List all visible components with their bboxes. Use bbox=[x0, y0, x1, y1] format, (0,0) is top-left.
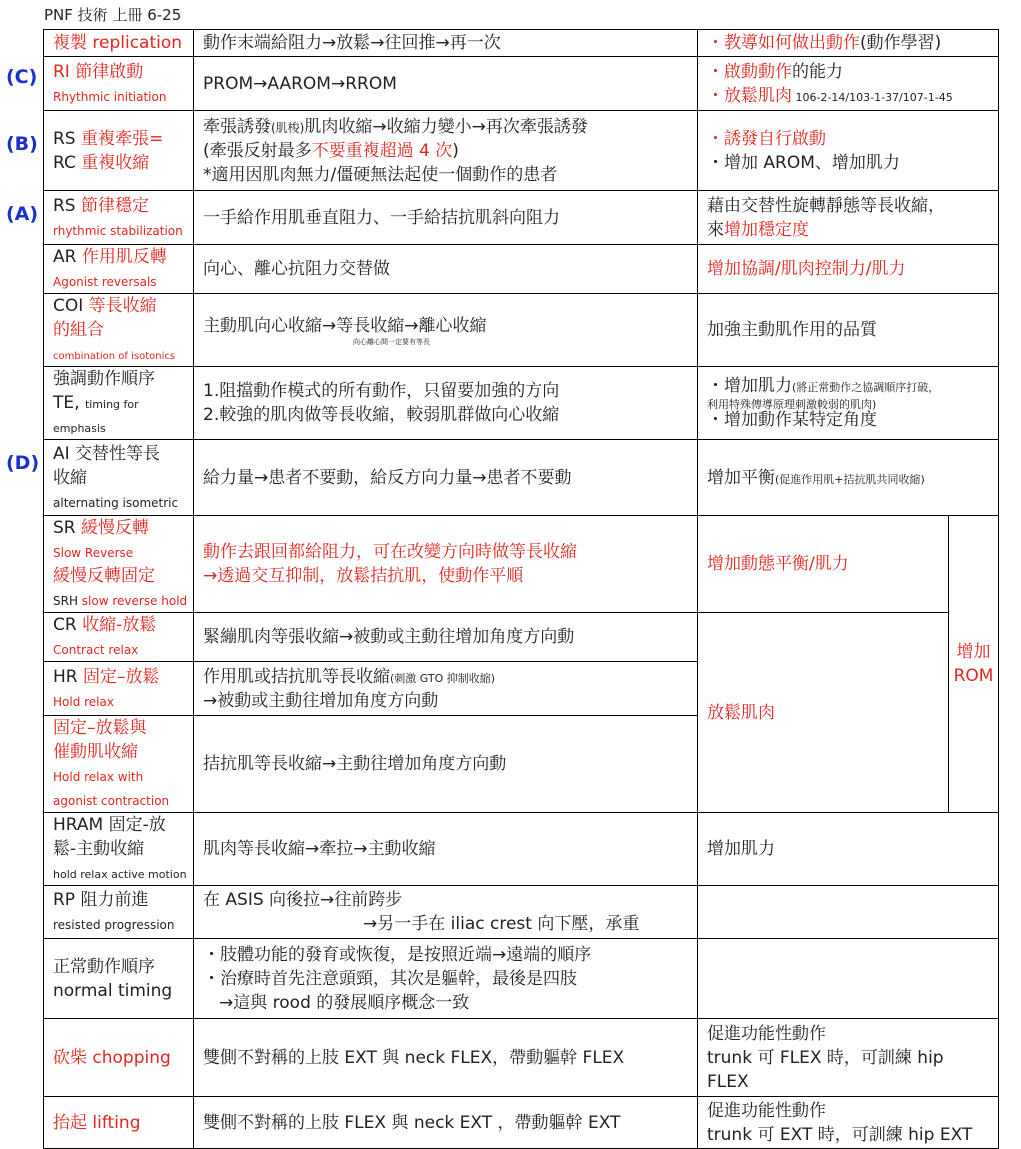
cell-text: 2.較強的肌肉做等長收縮，較弱肌群做向心收縮 bbox=[203, 405, 560, 425]
cell-text: 增加 bbox=[956, 642, 991, 662]
cell-text: *適用因肌肉無力/僵硬無法起使一個動作的患者 bbox=[203, 164, 558, 185]
table-row bbox=[44, 367, 999, 440]
cell-text: Slow Reverse bbox=[53, 546, 134, 560]
cell-text: rhythmic stabilization bbox=[53, 223, 183, 238]
cell-text: →透過交互抑制，放鬆拮抗肌，使動作平順 bbox=[203, 566, 524, 586]
table-row bbox=[44, 440, 999, 516]
technique-name bbox=[44, 440, 194, 516]
cell-text: ・增加肌力 bbox=[707, 375, 792, 396]
technique-purpose bbox=[698, 613, 949, 813]
table-row bbox=[44, 294, 999, 367]
technique-purpose bbox=[698, 367, 999, 440]
technique-method bbox=[194, 294, 698, 367]
cell-text: timing for emphasis bbox=[53, 398, 139, 435]
cell-text: RP 阻力前進 bbox=[53, 890, 149, 910]
technique-purpose bbox=[698, 1097, 999, 1149]
technique-method bbox=[194, 662, 698, 716]
technique-purpose bbox=[698, 294, 999, 367]
cell-text: resisted progression bbox=[53, 918, 175, 932]
cell-text: 來 bbox=[707, 219, 724, 240]
cell-text: 固定–放鬆 bbox=[83, 666, 160, 687]
cell-text: ・誘發自行啟動 bbox=[707, 128, 826, 149]
cell-text: 藉由交替性旋轉靜態等長收縮， bbox=[707, 195, 945, 216]
cell-text: COI bbox=[53, 296, 89, 316]
cell-text: PROM→AAROM→RROM bbox=[203, 73, 397, 94]
cell-text: Rhythmic initiation bbox=[53, 89, 167, 104]
table-row bbox=[44, 111, 999, 191]
cell-text: 給力量→患者不要動，給反方向力量→患者不要動 bbox=[203, 467, 572, 488]
technique-name bbox=[44, 30, 194, 57]
cell-text: SR bbox=[53, 518, 82, 538]
technique-purpose bbox=[698, 516, 949, 613]
cell-text: 增加穩定度 bbox=[724, 219, 809, 240]
technique-name bbox=[44, 1019, 194, 1097]
cell-text: 催動肌收縮 bbox=[53, 742, 138, 762]
technique-method bbox=[194, 886, 698, 939]
cell-text: Hold relax bbox=[53, 694, 114, 709]
cell-text: 增加肌力 bbox=[707, 839, 775, 859]
cell-text: RS bbox=[53, 195, 82, 216]
cell-text: combination of isotonics bbox=[53, 351, 176, 362]
cell-text: alternating isometric bbox=[53, 495, 179, 510]
cell-text: 抬起 lifting bbox=[53, 1112, 141, 1133]
cell-text: 強調動作順序 bbox=[53, 369, 155, 389]
cell-text: trunk 可 EXT 時，可訓練 hip EXT bbox=[707, 1124, 973, 1145]
cell-text: 向心、離心抗阻力交替做 bbox=[203, 259, 390, 279]
technique-method bbox=[194, 57, 698, 111]
table-row bbox=[44, 813, 999, 886]
cell-text: 鬆-主動收縮 bbox=[53, 839, 145, 859]
cell-text: ・放鬆肌肉 bbox=[707, 85, 792, 106]
cell-text: 的能力 bbox=[792, 61, 843, 82]
cell-text: 收縮 bbox=[53, 467, 87, 488]
cell-text: 增加平衡 bbox=[707, 467, 775, 488]
cell-text: 緊繃肌肉等張收縮→被動或主動往增加角度方向動 bbox=[203, 627, 575, 647]
cell-text: ・啟動動作 bbox=[707, 61, 792, 82]
technique-method bbox=[194, 716, 698, 813]
cell-text: HR bbox=[53, 666, 83, 687]
group-label-b: (B) bbox=[6, 133, 38, 155]
technique-purpose bbox=[698, 245, 999, 294]
cell-text: 1.阻擋動作模式的所有動作，只留要加強的方向 bbox=[203, 381, 560, 401]
cell-text: AI 交替性等長 bbox=[53, 443, 161, 464]
table-row bbox=[44, 886, 999, 939]
cell-text: 作用肌反轉 bbox=[81, 247, 167, 267]
technique-method bbox=[194, 30, 698, 57]
technique-method bbox=[194, 367, 698, 440]
technique-method bbox=[194, 1097, 698, 1149]
technique-name bbox=[44, 613, 194, 662]
cell-text: 固定–放鬆與 bbox=[53, 718, 147, 738]
cell-text: (刺激 GTO 抑制收縮) bbox=[390, 671, 496, 685]
cell-text: 緩慢反轉 bbox=[81, 518, 150, 538]
group-label-a: (A) bbox=[6, 203, 39, 225]
cell-text: (將正常動作之協調順序打破， bbox=[792, 380, 940, 394]
cell-text: (動作學習) bbox=[860, 33, 942, 53]
cell-text: ・增加 AROM、增加肌力 bbox=[707, 152, 900, 173]
page-header: PNF 技術 上冊 6-25 bbox=[44, 6, 182, 24]
cell-text: RC bbox=[53, 152, 82, 173]
technique-name bbox=[44, 516, 194, 613]
technique-purpose bbox=[698, 57, 999, 111]
cell-text: 拮抗肌等長收縮→主動往增加角度方向動 bbox=[203, 754, 507, 774]
cell-text: slow reverse hold bbox=[81, 594, 188, 608]
cell-text: ・增加動作某特定角度 bbox=[707, 409, 877, 430]
cell-text: CR bbox=[53, 615, 83, 635]
table-row bbox=[44, 1019, 999, 1097]
cell-text: 肌肉等長收縮→牽拉→主動收縮 bbox=[203, 839, 436, 859]
cell-text: 收縮-放鬆 bbox=[82, 615, 157, 635]
cell-text: 牽張誘發 bbox=[203, 116, 271, 137]
cell-text: SRH bbox=[53, 594, 82, 608]
cell-text: 重複收縮 bbox=[81, 152, 150, 173]
technique-method bbox=[194, 440, 698, 516]
cell-text: 肌肉收縮→收縮力變小→再次牽張誘發 bbox=[304, 116, 588, 137]
cell-text: 雙側不對稱的上肢 FLEX 與 neck EXT ，帶動軀幹 EXT bbox=[203, 1112, 621, 1133]
cell-text: TE, bbox=[53, 393, 85, 413]
cell-text: 在 ASIS 向後拉→往前跨步 bbox=[203, 890, 403, 910]
cell-text: 重複牽張= bbox=[81, 128, 164, 149]
cell-text: 正常動作順序 bbox=[53, 956, 155, 977]
cell-text: 促進功能性動作 bbox=[707, 1100, 826, 1121]
technique-name bbox=[44, 294, 194, 367]
cell-text: 一手給作用肌垂直阻力、一手給拮抗肌斜向阻力 bbox=[203, 207, 560, 228]
cell-text: →被動或主動往增加角度方向動 bbox=[203, 690, 439, 711]
technique-name bbox=[44, 716, 194, 813]
technique-name bbox=[44, 662, 194, 716]
technique-method bbox=[194, 1019, 698, 1097]
technique-name bbox=[44, 1097, 194, 1149]
technique-name bbox=[44, 939, 194, 1019]
cell-text: 利用特殊傳導原理刺激較弱的肌肉) bbox=[707, 397, 877, 411]
cell-text: FLEX bbox=[707, 1071, 749, 1092]
table-row bbox=[44, 939, 999, 1019]
technique-purpose bbox=[698, 30, 999, 57]
cell-text: ) bbox=[452, 140, 459, 161]
technique-method bbox=[194, 813, 698, 886]
table-row bbox=[44, 57, 999, 111]
pnf-technique-table bbox=[43, 29, 999, 1149]
table-row bbox=[44, 191, 999, 245]
group-label-d: (D) bbox=[6, 452, 40, 474]
cell-text: agonist contraction bbox=[53, 794, 170, 808]
cell-text: HRAM 固定-放 bbox=[53, 815, 166, 835]
cell-text: 雙側不對稱的上肢 EXT 與 neck FLEX，帶動軀幹 FLEX bbox=[203, 1047, 625, 1068]
technique-purpose bbox=[698, 440, 999, 516]
cell-text: 等長收縮 bbox=[88, 296, 157, 316]
table-row bbox=[44, 613, 999, 662]
technique-purpose bbox=[698, 1019, 999, 1097]
cell-text: 動作去跟回都給阻力，可在改變方向時做等長收縮 bbox=[203, 542, 577, 562]
cell-text: →這與 rood 的發展順序概念一致 bbox=[219, 992, 470, 1013]
cell-text: ・治療時首先注意頭頸，其次是軀幹，最後是四肢 bbox=[203, 968, 577, 989]
technique-name bbox=[44, 886, 194, 939]
cell-text: 動作末端給阻力→放鬆→往回推→再一次 bbox=[203, 33, 501, 53]
technique-purpose bbox=[698, 813, 999, 886]
technique-method bbox=[194, 939, 698, 1019]
technique-purpose bbox=[698, 939, 999, 1019]
technique-method bbox=[194, 245, 698, 294]
rom-purpose bbox=[949, 516, 999, 813]
cell-text: 主動肌向心收縮→等長收縮→離心收縮 bbox=[203, 316, 487, 336]
table-row bbox=[44, 516, 999, 613]
technique-purpose bbox=[698, 111, 999, 191]
technique-name bbox=[44, 57, 194, 111]
technique-note: 向心離心間一定要有等長 bbox=[353, 338, 430, 346]
cell-text: AR bbox=[53, 247, 82, 267]
cell-text: Contract relax bbox=[53, 643, 139, 657]
technique-name bbox=[44, 813, 194, 886]
table-row bbox=[44, 1097, 999, 1149]
technique-name bbox=[44, 367, 194, 440]
table-row bbox=[44, 30, 999, 57]
technique-purpose bbox=[698, 191, 999, 245]
technique-method bbox=[194, 613, 698, 662]
technique-name bbox=[44, 111, 194, 191]
cell-text: 放鬆肌肉 bbox=[707, 702, 775, 723]
cell-text: 的組合 bbox=[53, 320, 104, 340]
cell-text: 促進功能性動作 bbox=[707, 1023, 826, 1044]
technique-method bbox=[194, 516, 698, 613]
group-label-c: (C) bbox=[6, 66, 38, 88]
cell-text: (牽張反射最多 bbox=[203, 140, 312, 161]
technique-method bbox=[194, 191, 698, 245]
technique-method bbox=[194, 111, 698, 191]
cell-text: RS bbox=[53, 128, 82, 149]
cell-text: 緩慢反轉固定 bbox=[53, 566, 155, 586]
cell-text: 砍柴 chopping bbox=[53, 1047, 171, 1068]
cell-text: Agonist reversals bbox=[53, 275, 157, 289]
cell-text: 作用肌或拮抗肌等長收縮 bbox=[203, 666, 390, 687]
cell-text: ・肢體功能的發育或恢復，是按照近端→遠端的順序 bbox=[203, 944, 592, 965]
technique-name bbox=[44, 245, 194, 294]
cell-text: →另一手在 iliac crest 向下壓，承重 bbox=[363, 914, 640, 934]
table-row bbox=[44, 245, 999, 294]
cell-text: 複製 replication bbox=[53, 33, 183, 53]
technique-purpose bbox=[698, 886, 999, 939]
cell-text: 不要重複超過 4 次 bbox=[311, 140, 453, 161]
cell-text: 增加動態平衡/肌力 bbox=[707, 554, 849, 574]
cell-text: ・教導如何做出動作 bbox=[707, 33, 860, 53]
cell-text: (肌梭) bbox=[271, 120, 305, 135]
cell-text: ROM bbox=[953, 666, 994, 686]
cell-text: trunk 可 FLEX 時，可訓練 hip bbox=[707, 1047, 944, 1068]
cell-text: (促進作用肌+拮抗肌共同收縮) bbox=[775, 472, 925, 486]
cell-text: RI 節律啟動 bbox=[53, 61, 144, 82]
cell-text: 加強主動肌作用的品質 bbox=[707, 320, 877, 340]
cell-text: normal timing bbox=[53, 980, 173, 1001]
cell-text: 節律穩定 bbox=[81, 195, 150, 216]
cell-text: 增加協調/肌肉控制力/肌力 bbox=[707, 259, 906, 279]
technique-name bbox=[44, 191, 194, 245]
cell-text: Hold relax with bbox=[53, 770, 144, 784]
cell-text: 106-2-14/103-1-37/107-1-45 bbox=[792, 90, 953, 104]
cell-text: hold relax active motion bbox=[53, 868, 187, 881]
